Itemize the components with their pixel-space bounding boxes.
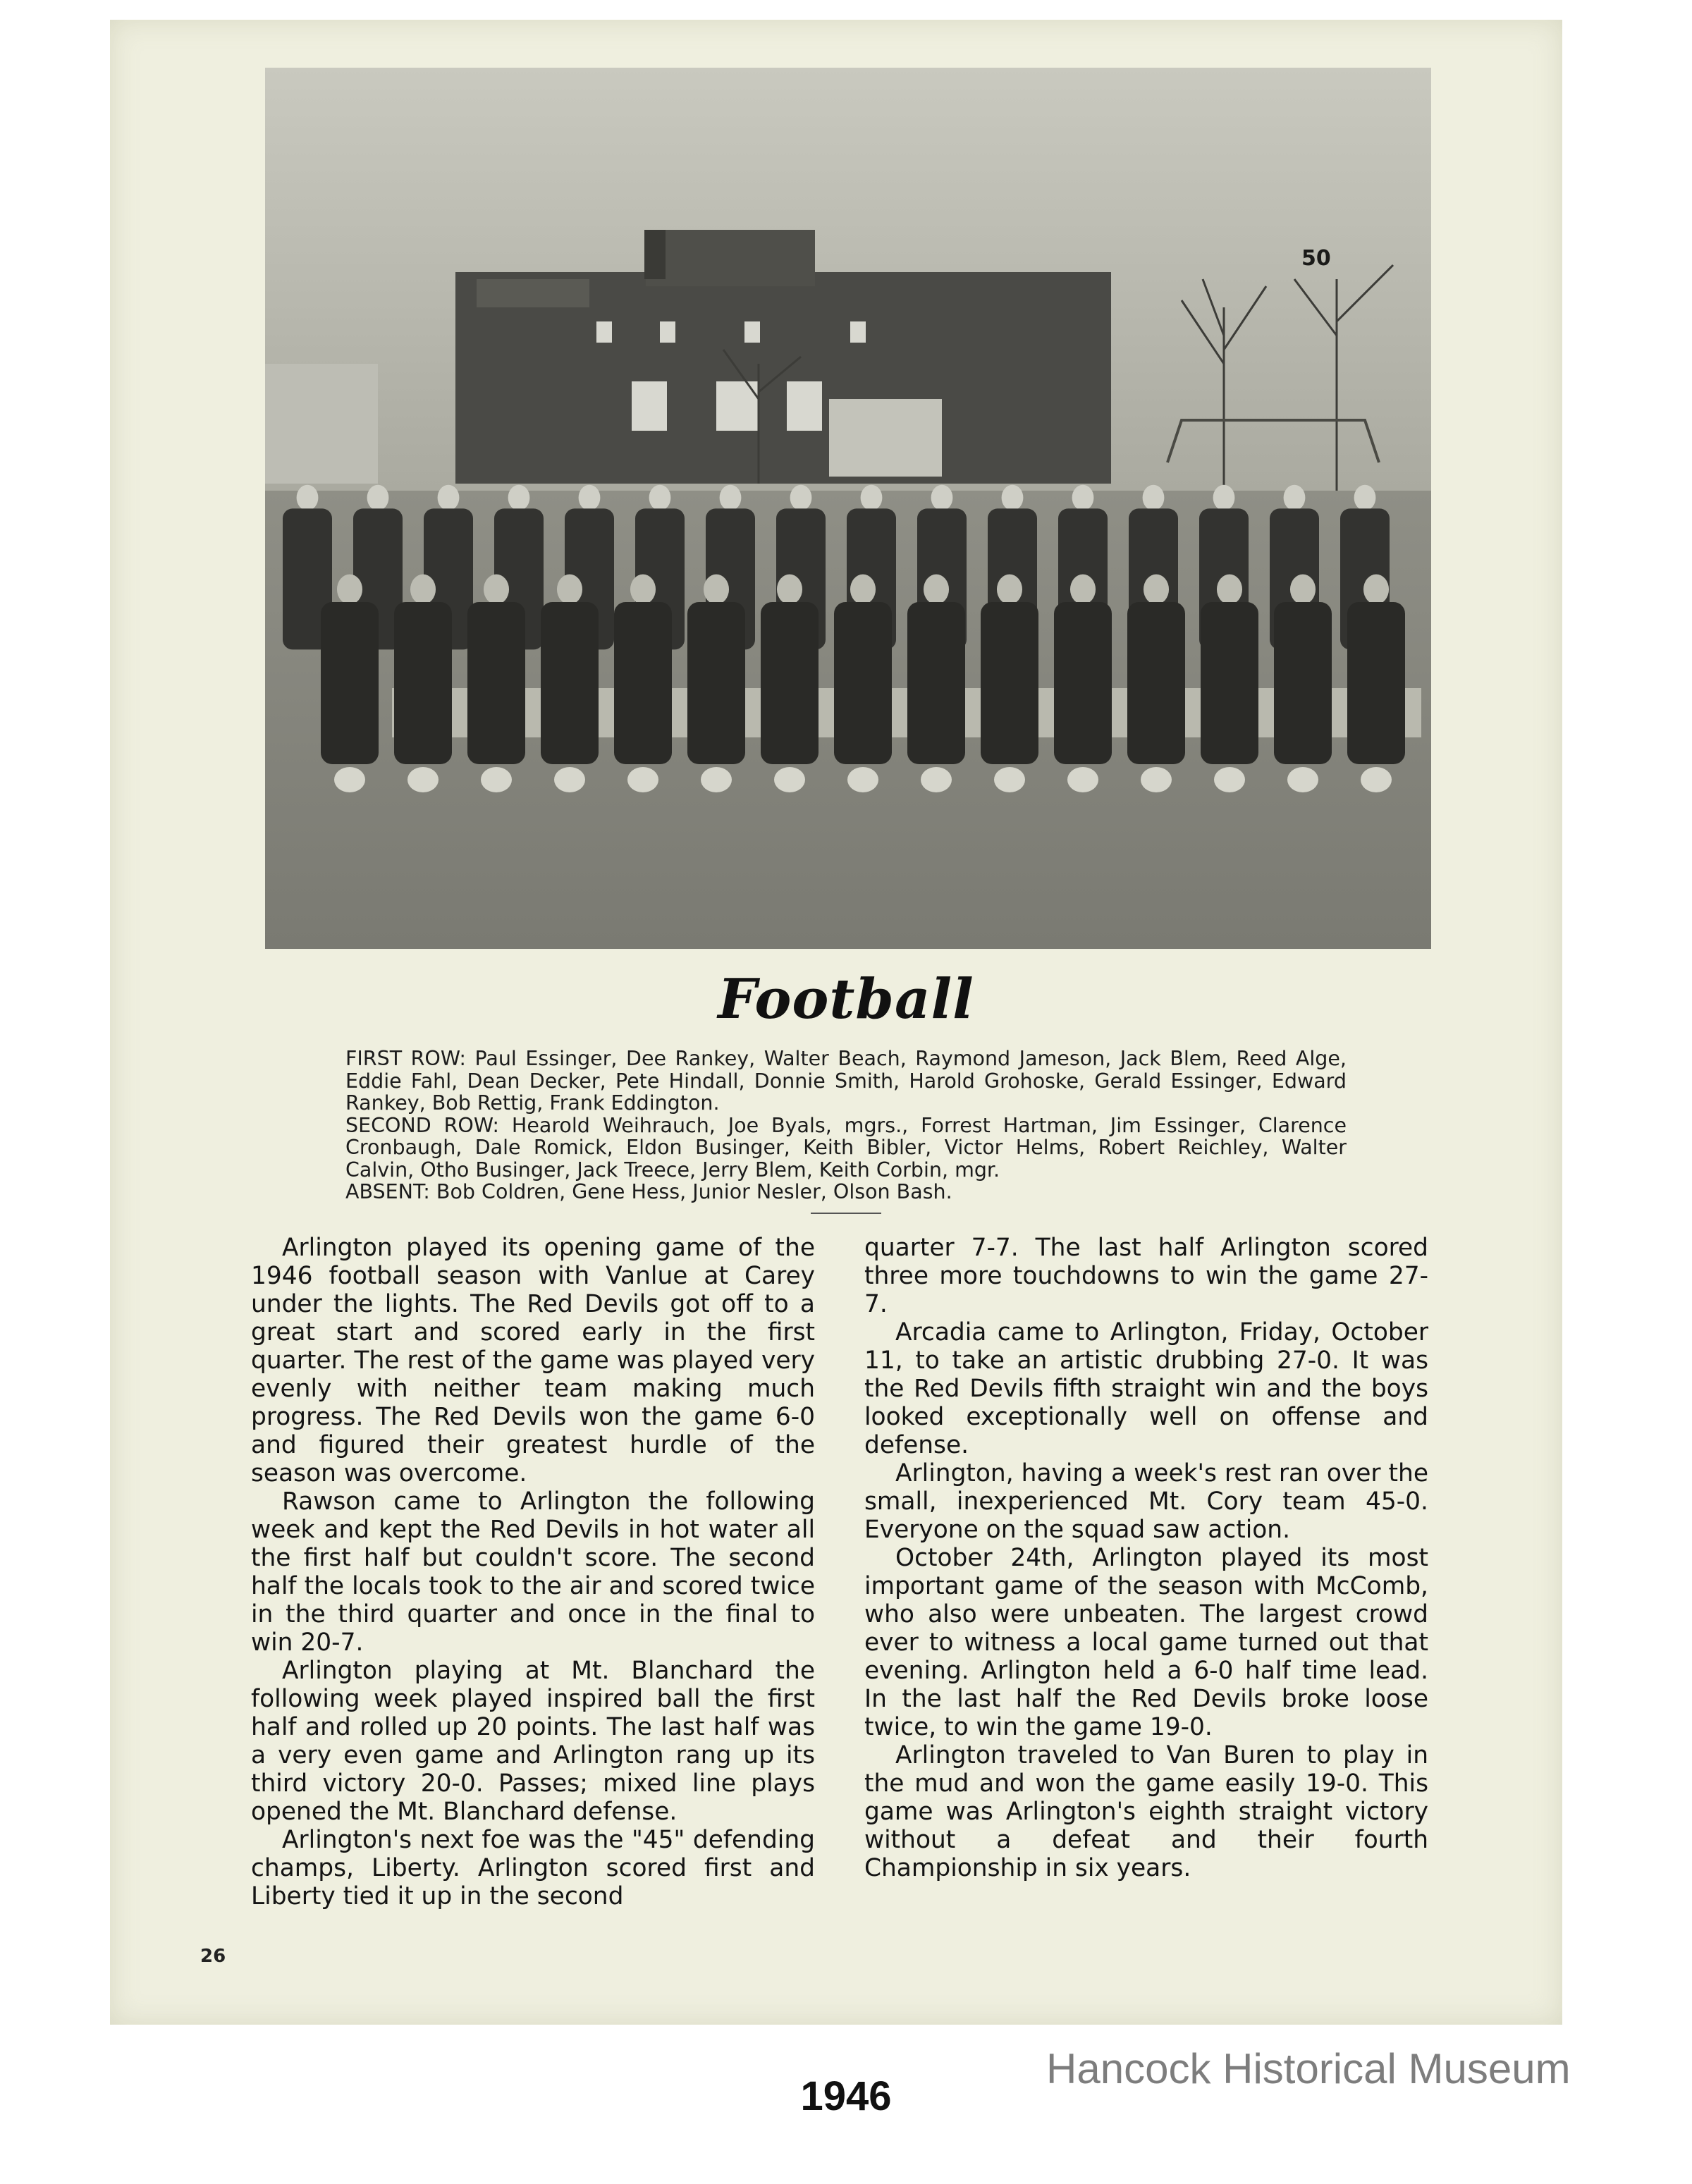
article-paragraph: Arcadia came to Arlington, Friday, October 11, to take an artistic drubbing 27-0. It was the Red Devils fifth straight win and the boys looked exceptionally well on offense and defense. <box>864 1318 1428 1459</box>
player-silhouette <box>907 602 965 764</box>
photo-caption <box>345 1048 1347 1203</box>
player-silhouette <box>834 602 892 764</box>
player-silhouette <box>1070 575 1096 605</box>
player-silhouette <box>467 602 525 764</box>
player-silhouette <box>1284 485 1306 510</box>
page-title: Football <box>718 967 974 1031</box>
player-silhouette <box>790 485 812 510</box>
player-silhouette <box>438 485 460 510</box>
player-silhouette <box>931 485 953 510</box>
player-silhouette <box>541 602 599 764</box>
player-silhouette <box>321 602 379 764</box>
player-silhouette <box>649 485 671 510</box>
player-silhouette <box>1354 485 1376 510</box>
player-silhouette <box>777 575 802 605</box>
player-silhouette <box>367 485 389 510</box>
player-silhouette <box>981 602 1038 764</box>
helmet-shape <box>554 767 585 792</box>
player-silhouette <box>850 575 876 605</box>
player-silhouette <box>579 485 601 510</box>
watermark: Hancock Historical Museum <box>1046 2045 1571 2092</box>
helmet-shape <box>774 767 805 792</box>
player-silhouette <box>720 485 742 510</box>
player-silhouette <box>410 575 436 605</box>
player-silhouette <box>394 602 452 764</box>
player-silhouette <box>1143 485 1165 510</box>
player-silhouette <box>1144 575 1169 605</box>
article-paragraph: Arlington traveled to Van Buren to play in the mud and won the game easily 19-0. This game was Arlington's eighth straight victory without a defeat and their fourth Championship in six years. <box>864 1741 1428 1882</box>
player-silhouette <box>997 575 1022 605</box>
helmet-shape <box>1287 767 1318 792</box>
player-silhouette <box>1363 575 1389 605</box>
page-number: 26 <box>200 1946 226 1967</box>
player-silhouette <box>1274 602 1332 764</box>
player-silhouette <box>1054 602 1112 764</box>
article-paragraph: October 24th, Arlington played its most important game of the season with McComb, who also were unbeaten. The largest crowd ever to witness a local game turned out that evening. Arlington held a 6-0 half time lead. In the last half the Red Devils broke loose twice, to win the game 19-0. <box>864 1544 1428 1741</box>
player-silhouette <box>1072 485 1094 510</box>
player-silhouette <box>704 575 729 605</box>
helmet-shape <box>1214 767 1245 792</box>
player-silhouette <box>924 575 949 605</box>
player-silhouette <box>630 575 656 605</box>
player-silhouette <box>1347 602 1405 764</box>
player-silhouette <box>337 575 362 605</box>
player-silhouette <box>1201 602 1258 764</box>
helmet-shape <box>627 767 658 792</box>
year-label: 1946 <box>800 2073 892 2119</box>
article-left-column <box>251 1234 815 1910</box>
article-paragraph: Rawson came to Arlington the following week and kept the Red Devils in hot water all the first half but couldn't score. The second half the locals took to the air and scored twice in the third quarter and once in the final to win 20-7. <box>251 1487 815 1657</box>
helmet-shape <box>481 767 512 792</box>
player-silhouette <box>484 575 509 605</box>
player-silhouette <box>1002 485 1024 510</box>
caption-absent: ABSENT: Bob Coldren, Gene Hess, Junior Nesler, Olson Bash. <box>345 1180 952 1203</box>
article-paragraph: Arlington playing at Mt. Blanchard the following week played inspired ball the first half and rolled up 20 points. The last half was a very even game and Arlington rang up its third victory 20-0. Passes; mixed line plays opened the Mt. Blanchard defense. <box>251 1657 815 1826</box>
player-silhouette <box>297 485 319 510</box>
player-silhouette <box>614 602 672 764</box>
helmet-shape <box>921 767 952 792</box>
player-silhouette <box>761 602 819 764</box>
helmet-shape <box>994 767 1025 792</box>
helmet-shape <box>407 767 439 792</box>
helmet-shape <box>1067 767 1098 792</box>
caption-first-row: FIRST ROW: Paul Essinger, Dee Rankey, Walter Beach, Raymond Jameson, Jack Blem, Reed Alge, Eddie Fahl, Dean Decker, Pete Hindall, Donnie Smith, Harold Grohoske, Gerald Essinger, Edward Rankey, Bob Rettig, Frank Eddington. <box>345 1047 1347 1115</box>
helmet-shape <box>334 767 365 792</box>
article-paragraph: Arlington's next foe was the "45" defending champs, Liberty. Arlington scored first and Liberty tied it up in the second <box>251 1826 815 1910</box>
player-silhouette <box>1217 575 1242 605</box>
article-right-column <box>864 1234 1428 1882</box>
divider <box>811 1213 881 1214</box>
team-photo-image <box>265 68 1431 949</box>
caption-second-row: SECOND ROW: Hearold Weihrauch, Joe Byals, mgrs., Forrest Hartman, Jim Essinger, Clarence Cronbaugh, Dale Romick, Eldon Businger, Keith Bibler, Victor Helms, Robert Reichley, Walter Calvin, Otho Businger, Jack Treece, Jerry Blem, Keith Corbin, mgr. <box>345 1113 1347 1182</box>
player-silhouette <box>1127 602 1185 764</box>
yard-marker: 50 <box>1301 246 1331 271</box>
player-silhouette <box>1290 575 1316 605</box>
article-paragraph: Arlington played its opening game of the 1946 football season with Vanlue at Carey under the lights. The Red Devils got off to a great start and scored early in the first quarter. The rest of the game was played very evenly with neither team making much progress. The Red Devils won the game 6-0 and figured their greatest hurdle of the season was overcome. <box>251 1234 815 1487</box>
player-silhouette <box>557 575 582 605</box>
article-paragraph-continued: quarter 7-7. The last half Arlington scored three more touchdowns to win the game 27-7. <box>864 1234 1428 1318</box>
helmet-shape <box>1141 767 1172 792</box>
helmet-shape <box>847 767 878 792</box>
helmet-shape <box>1361 767 1392 792</box>
player-silhouette <box>861 485 883 510</box>
team-photo <box>265 68 1431 949</box>
player-silhouette <box>1213 485 1235 510</box>
article-paragraph: Arlington, having a week's rest ran over the small, inexperienced Mt. Cory team 45-0. Everyone on the squad saw action. <box>864 1459 1428 1544</box>
player-silhouette <box>687 602 745 764</box>
helmet-shape <box>701 767 732 792</box>
player-silhouette <box>508 485 530 510</box>
